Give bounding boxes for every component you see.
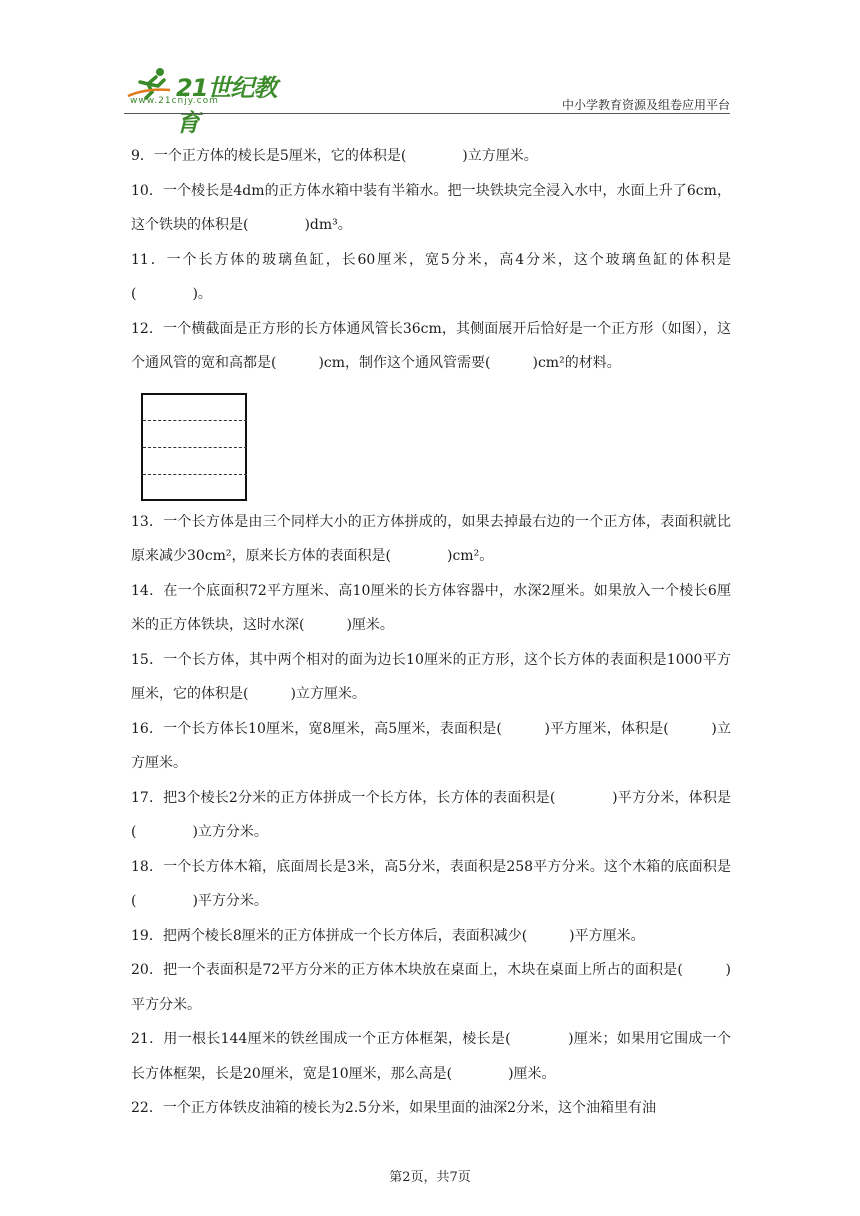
question-14: 14．在一个底面积72平方厘米、高10厘米的长方体容器中，水深2厘米。如果放入一个棱长6厘米的正方体铁块，这时水深( )厘米。 <box>131 582 731 633</box>
figure-fold-line <box>143 474 247 475</box>
question-16: 16．一个长方体长10厘米，宽8厘米，高5厘米，表面积是( )平方厘米，体积是( )立方厘米。 <box>131 720 731 771</box>
question-21: 21．用一根长144厘米的铁丝围成一个正方体框架，棱长是( )厘米；如果用它围成一个长方体框架，长是20厘米，宽是10厘米，那么高是( )厘米。 <box>131 1031 731 1082</box>
figure-fold-line <box>143 447 247 448</box>
question-12: 12．一个横截面是正方形的长方体通风管长36cm，其侧面展开后恰好是一个正方形（如图），这个通风管的宽和高都是( )cm，制作这个通风管需要( )cm²的材料。 <box>131 320 731 371</box>
logo-url: www.21cnjy.com <box>130 96 219 106</box>
site-logo <box>124 66 294 137</box>
figure-fold-line <box>143 420 247 421</box>
question-list <box>131 139 731 1126</box>
question-19: 19．把两个棱长8厘米的正方体拼成一个长方体后，表面积减少( )平方厘米。 <box>131 927 645 944</box>
question-22: 22．一个正方体铁皮油箱的棱长为2.5分米，如果里面的油深2分米，这个油箱里有油 <box>131 1100 656 1116</box>
question-13: 13．一个长方体是由三个同样大小的正方体拼成的，如果去掉最右边的一个正方体，表面积就比原来减少30cm²，原来长方体的表面积是( )cm²。 <box>131 513 731 564</box>
question-9: 9．一个正方体的棱长是5厘米，它的体积是( )立方厘米。 <box>131 148 538 164</box>
question-18: 18．一个长方体木箱，底面周长是3米，高5分米，表面积是258平方分米。这个木箱的底面积是( )平方分米。 <box>131 858 731 909</box>
question-17: 17．把3个棱长2分米的正方体拼成一个长方体，长方体的表面积是( )平方分米，体积是( )立方分米。 <box>131 789 731 840</box>
runner-icon <box>126 66 176 100</box>
page-header <box>124 66 730 137</box>
question-11: 11．一个长方体的玻璃鱼缸，长60厘米，宽5分米，高4分米，这个玻璃鱼缸的体积是( )。 <box>131 251 731 302</box>
page-number: 第2页，共7页 <box>389 1170 471 1185</box>
question-20: 20．把一个表面积是72平方分米的正方体木块放在桌面上，木块在桌面上所占的面积是( )平方分米。 <box>131 962 731 1013</box>
question-10: 10．一个棱长是4dm的正方体水箱中装有半箱水。把一块铁块完全浸入水中，水面上升了6cm，这个铁块的体积是( )dm³。 <box>131 182 731 233</box>
question-15: 15．一个长方体，其中两个相对的面为边长10厘米的正方形，这个长方体的表面积是1000平方厘米，它的体积是( )立方厘米。 <box>131 651 731 702</box>
logo-text: 21世纪教育 <box>176 74 277 137</box>
platform-name: 中小学教育资源及组卷应用平台 <box>561 98 730 112</box>
header-divider <box>124 113 730 114</box>
unfolded-square-figure <box>141 393 249 503</box>
